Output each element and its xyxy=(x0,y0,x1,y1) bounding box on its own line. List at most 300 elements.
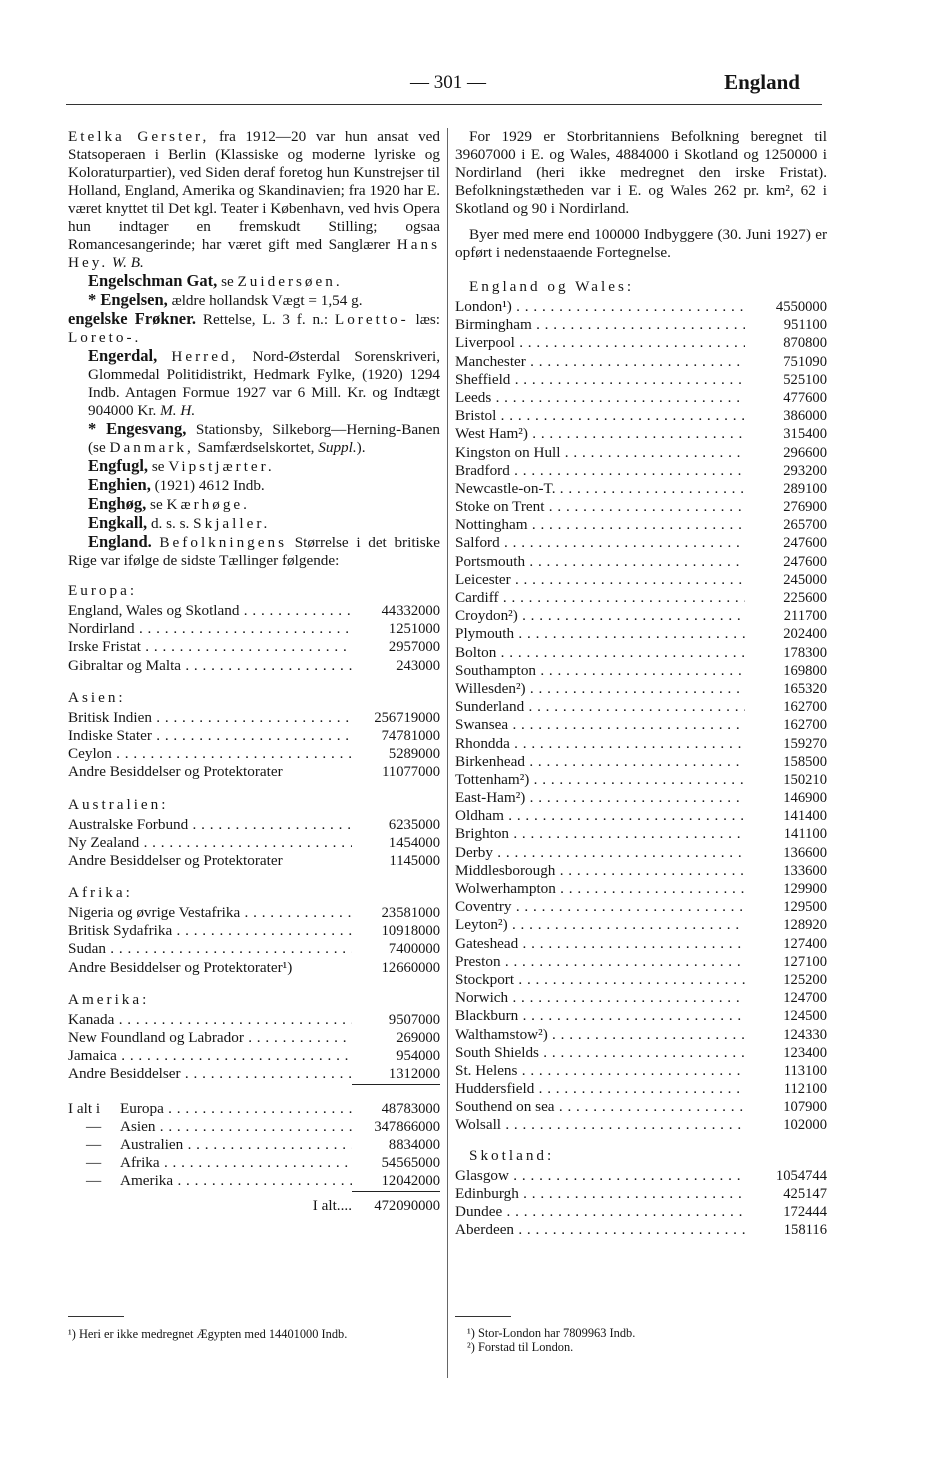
city-population: 525100 xyxy=(783,371,827,388)
entry-head: * Engelsen, xyxy=(88,290,168,309)
footnote-left: ¹) Heri er ikke medregnet Ægypten med 14401000 Indb. xyxy=(68,1327,348,1341)
entry-signature: M. H. xyxy=(160,402,196,419)
grand-total-value: 472090000 xyxy=(374,1197,440,1214)
table-row xyxy=(68,1029,440,1047)
city-population: 162700 xyxy=(783,699,827,716)
entry-text: læs: xyxy=(415,311,441,328)
city-name: Swansea . . . xyxy=(455,716,745,734)
summary-label: Afrika xyxy=(120,1154,160,1172)
city-name: Leyton²) . . . xyxy=(455,916,745,934)
city-name: Stoke on Trent . . . xyxy=(455,498,745,516)
gerster-paragraph xyxy=(68,128,440,272)
city-row xyxy=(455,1007,827,1025)
table-row xyxy=(68,852,440,870)
city-name: Sunderland . . . xyxy=(455,698,745,716)
table-row xyxy=(68,940,440,958)
table-row xyxy=(68,763,440,781)
entry-head: engelske Frøkner. xyxy=(68,309,197,328)
city-name: South Shields . . . xyxy=(455,1044,745,1062)
row-value: 1454000 xyxy=(388,834,440,851)
city-population: 127400 xyxy=(783,935,827,952)
city-population: 128920 xyxy=(783,917,827,934)
city-population: 165320 xyxy=(783,680,827,697)
city-name: Gateshead . . . xyxy=(455,935,745,953)
city-name: Liverpool . . . xyxy=(455,334,745,352)
city-name: Huddersfield . . . xyxy=(455,1080,745,1098)
city-name: Plymouth . . . xyxy=(455,625,745,643)
summary-prefix: I alt i xyxy=(68,1099,101,1117)
city-population: 425147 xyxy=(783,1185,827,1202)
table-row xyxy=(68,727,440,745)
running-head: England xyxy=(724,70,800,94)
gerster-name: Etelka Gerster, xyxy=(68,128,210,145)
table-row xyxy=(68,922,440,940)
city-population: 124700 xyxy=(783,990,827,1007)
row-label: Irske Fristat . . . xyxy=(68,638,352,656)
city-row xyxy=(455,1221,827,1239)
city-name: Walthamstow²) . . . xyxy=(455,1026,745,1044)
section-title-asien: Asien: xyxy=(68,688,126,706)
city-row xyxy=(455,516,827,534)
city-row xyxy=(455,789,827,807)
city-row xyxy=(455,334,827,352)
summary-value: 12042000 xyxy=(352,1172,440,1191)
city-row xyxy=(455,1062,827,1080)
summary-value: 8834000 xyxy=(388,1136,440,1153)
entry-text: se xyxy=(150,496,163,513)
row-label: Andre Besiddelser og Protektorater xyxy=(68,851,283,869)
intro-paragraph-1: For 1929 er Storbritanniens Befolkning beregnet til 39607000 i E. og Wales, 4884000 i Skotland og 1250000 i Nordirland (heri ikke medregnet den irske Fristat). Befolkningstætheden var i E. og Wales 262 pr. km², 62 i Skotland og 90 i Nordirland. xyxy=(455,128,827,217)
section-title-england-wales: England og Wales: xyxy=(469,278,635,295)
city-population: 112100 xyxy=(783,1081,827,1098)
city-row xyxy=(455,644,827,662)
row-label: Australske Forbund . . . xyxy=(68,816,352,834)
row-value: 1145000 xyxy=(389,852,440,869)
entry-ref: Vipstjærter. xyxy=(168,458,275,475)
city-population: 169800 xyxy=(783,662,827,679)
entry-head: England. xyxy=(88,532,152,551)
entry-engfugl xyxy=(68,457,440,476)
england-city-list xyxy=(455,298,827,1135)
summary-label: Europa xyxy=(120,1099,164,1117)
row-value: 74781000 xyxy=(381,727,440,744)
city-population: 289100 xyxy=(783,480,827,497)
footnote-rule-left xyxy=(68,1316,124,1317)
city-population: 172444 xyxy=(783,1204,827,1220)
city-row xyxy=(455,534,827,552)
city-row xyxy=(455,462,827,480)
city-row xyxy=(455,916,827,934)
city-row xyxy=(455,353,827,371)
header-rule xyxy=(66,104,822,105)
city-population: 150210 xyxy=(783,771,827,788)
entry-enghog xyxy=(68,495,440,514)
city-name: Brighton . . . xyxy=(455,825,745,843)
city-population: 751090 xyxy=(783,353,827,370)
gerster-name2: Hans Hey. xyxy=(68,236,440,271)
row-label: Sudan . . . xyxy=(68,940,352,958)
city-row xyxy=(455,571,827,589)
city-name: Middlesborough . . . xyxy=(455,862,745,880)
city-row xyxy=(455,625,827,643)
city-row xyxy=(455,935,827,953)
city-row xyxy=(455,298,827,316)
entry-engelsen xyxy=(68,291,440,310)
city-population: 225600 xyxy=(783,590,827,606)
entry-engerdal xyxy=(68,347,440,420)
table-row xyxy=(68,1047,440,1065)
entry-text: ældre hollandsk Vægt = 1,54 g. xyxy=(171,292,363,309)
city-name: Cardiff . . . xyxy=(455,589,745,607)
city-row xyxy=(455,844,827,862)
entry-ref: Danmark, xyxy=(109,439,194,456)
city-row xyxy=(455,716,827,734)
row-label: Kanada . . . xyxy=(68,1011,352,1029)
city-row xyxy=(455,698,827,716)
grand-total-row xyxy=(68,1197,440,1215)
city-name: Willesden²) . . . xyxy=(455,680,745,698)
city-name: West Ham²) . . . xyxy=(455,425,745,443)
city-name: Edinburgh . . . xyxy=(455,1185,745,1203)
row-value: 12660000 xyxy=(381,959,440,976)
section-title-skotland: Skotland: xyxy=(469,1146,555,1164)
city-name: Tottenham²) . . . xyxy=(455,771,745,789)
row-label: Britisk Indien . . . xyxy=(68,709,352,727)
row-label: New Foundland og Labrador . . . xyxy=(68,1029,352,1047)
city-population: 202400 xyxy=(783,626,827,643)
entry-text: Samfærdselskortet, xyxy=(197,439,315,456)
city-population: 146900 xyxy=(783,790,827,807)
city-population: 870800 xyxy=(783,335,827,352)
city-row xyxy=(455,1185,827,1203)
city-name: Derby . . . xyxy=(455,844,745,862)
city-row xyxy=(455,1026,827,1044)
entry-text: se xyxy=(151,458,165,475)
section-title-australien: Australien: xyxy=(68,795,169,813)
city-population: 1054744 xyxy=(775,1167,827,1184)
row-label: Ceylon . . . xyxy=(68,745,352,763)
row-label: Indiske Stater . . . xyxy=(68,727,352,745)
entry-ref: Loreto-. xyxy=(68,329,142,346)
summary-value: 54565000 xyxy=(381,1155,440,1172)
summary-label: Asien xyxy=(120,1117,156,1135)
city-row xyxy=(455,1203,827,1221)
summary-row xyxy=(68,1136,440,1154)
row-value: 2957000 xyxy=(388,639,440,656)
city-name: Portsmouth . . . xyxy=(455,553,745,571)
table-row xyxy=(68,657,440,675)
row-value: 1312000 xyxy=(352,1065,440,1084)
city-name: Wolsall . . . xyxy=(455,1116,745,1134)
city-name: East-Ham²) . . . xyxy=(455,789,745,807)
summary-value: 347866000 xyxy=(374,1118,440,1135)
city-row xyxy=(455,880,827,898)
city-name: Glasgow . . . xyxy=(455,1167,745,1185)
city-population: 125200 xyxy=(783,971,827,988)
city-row xyxy=(455,589,827,607)
entry-head: Engfugl, xyxy=(88,456,149,475)
entry-ref: Loretto- xyxy=(334,311,409,328)
row-label: Andre Besiddelser og Protektorater xyxy=(68,763,283,781)
footnotes-right xyxy=(467,1327,827,1354)
summary-row xyxy=(68,1100,440,1118)
city-population: 247600 xyxy=(783,535,827,552)
entry-england xyxy=(68,533,440,570)
city-name: Wolwerhampton . . . xyxy=(455,880,745,898)
city-name: Dundee . . . xyxy=(455,1203,745,1221)
entry-text: Rettelse, L. 3 f. n.: xyxy=(202,311,329,328)
city-row xyxy=(455,1116,827,1134)
entry-text: se xyxy=(221,273,234,290)
row-value: 1251000 xyxy=(388,621,440,638)
city-population: 129500 xyxy=(783,899,827,916)
entry-ref: Skjaller. xyxy=(193,515,271,532)
city-population: 247600 xyxy=(783,553,827,570)
entry-head: Engerdal, xyxy=(88,346,158,365)
table-row xyxy=(68,745,440,763)
city-population: 159270 xyxy=(783,735,827,752)
summary-row xyxy=(68,1118,440,1136)
city-population: 113100 xyxy=(783,1062,827,1079)
city-name: St. Helens . . . xyxy=(455,1062,745,1080)
city-name: Birkenhead . . . xyxy=(455,753,745,771)
city-population: 141100 xyxy=(783,826,827,843)
city-population: 124330 xyxy=(783,1026,827,1043)
city-name: Southend on sea . . . xyxy=(455,1098,745,1116)
entry-engkall xyxy=(68,514,440,533)
city-population: 178300 xyxy=(783,644,827,661)
right-column xyxy=(455,128,827,1239)
summary-row xyxy=(68,1154,440,1172)
gerster-text: fra 1912—20 var hun ansat ved Statsoperaen i Berlin (Klassiske og moderne lyriske og Koloraturpartier), ved Siden deraf foretog hun Kunstrejser til Holland, England, Amerika og Skandinavien; fra 1920 har E. været knyttet til Det kgl. Teater i København, ved hvis Opera hun indtager en fremskudt Stilling; ogsaa Romancesangerinde; har været gift med Sanglærer xyxy=(68,128,441,253)
entry-italic: Suppl. xyxy=(318,439,357,456)
gerster-signature: W. B. xyxy=(111,254,144,271)
section-title-europa: Europa: xyxy=(68,582,138,599)
entry-head: Enghøg, xyxy=(88,494,147,513)
row-value: 10918000 xyxy=(381,923,440,940)
section-title-afrika: Afrika: xyxy=(68,884,133,902)
summary-row xyxy=(68,1172,440,1190)
city-population: 162700 xyxy=(783,717,827,734)
table-row xyxy=(68,1011,440,1029)
city-row xyxy=(455,898,827,916)
row-label: Gibraltar og Malta . . . xyxy=(68,657,352,675)
table-row xyxy=(68,959,440,977)
row-label: Andre Besiddelser . . . xyxy=(68,1065,352,1083)
city-population: 141400 xyxy=(783,808,827,825)
entry-text: ). xyxy=(356,439,366,456)
city-row xyxy=(455,1044,827,1062)
city-name: Croydon²) . . . xyxy=(455,607,745,625)
row-value: 256719000 xyxy=(374,709,440,726)
city-population: 386000 xyxy=(783,408,827,425)
page-number: — 301 — xyxy=(410,72,486,93)
city-population: 293200 xyxy=(783,462,827,479)
row-value: 7400000 xyxy=(388,941,440,958)
city-name: Coventry . . . xyxy=(455,898,745,916)
city-population: 123400 xyxy=(783,1044,827,1061)
table-row xyxy=(68,834,440,852)
city-row xyxy=(455,1167,827,1185)
city-population: 296600 xyxy=(783,444,827,461)
city-name: Manchester . . . xyxy=(455,353,745,371)
table-row xyxy=(68,602,440,620)
entry-engelske-frokner xyxy=(68,310,440,347)
city-name: Bolton . . . xyxy=(455,644,745,662)
city-population: 107900 xyxy=(783,1099,827,1116)
row-label: Andre Besiddelser og Protektorater¹) xyxy=(68,958,293,976)
grand-total-label: I alt.... xyxy=(312,1196,352,1214)
city-row xyxy=(455,389,827,407)
city-row xyxy=(455,771,827,789)
entry-text: Nord-Østerdal Sorenskriveri, Glommedal Politidistrikt, Hedmark Fylke, (1920) 1294 Indb. Antagen Formue 1927 var 6 Mill. Kr. og Indtægt 904000 Kr. xyxy=(88,348,440,419)
row-value: 243000 xyxy=(396,657,440,674)
footnote-rule-right xyxy=(455,1316,511,1317)
table-row xyxy=(68,709,440,727)
left-column xyxy=(68,128,440,1215)
city-population: 315400 xyxy=(783,426,827,443)
city-row xyxy=(455,825,827,843)
table-row xyxy=(68,816,440,834)
city-row xyxy=(455,498,827,516)
city-row xyxy=(455,1098,827,1116)
city-name: Aberdeen . . . xyxy=(455,1221,745,1239)
city-row xyxy=(455,971,827,989)
table-row xyxy=(68,1065,440,1083)
city-population: 4550000 xyxy=(775,299,827,315)
footnote-1: ¹) Stor-London har 7809963 Indb. xyxy=(467,1326,636,1340)
city-row xyxy=(455,444,827,462)
city-row xyxy=(455,1080,827,1098)
row-label: Britisk Sydafrika . . . xyxy=(68,922,352,940)
city-name: Oldham . . . xyxy=(455,807,745,825)
city-population: 133600 xyxy=(783,862,827,879)
city-name: Stockport . . . xyxy=(455,971,745,989)
column-divider xyxy=(447,128,448,1378)
footnote-2: ²) Forstad til London. xyxy=(467,1339,574,1354)
entry-text: d. s. s. xyxy=(150,515,190,532)
entry-head: Enghien, xyxy=(88,475,151,494)
city-row xyxy=(455,407,827,425)
summary-prefix: — xyxy=(86,1117,102,1135)
city-population: 124500 xyxy=(783,1008,827,1025)
entry-engesvang xyxy=(68,420,440,457)
city-population: 129900 xyxy=(783,881,827,897)
row-label: Jamaica . . . xyxy=(68,1047,352,1065)
row-value: 23581000 xyxy=(381,905,440,922)
city-row xyxy=(455,753,827,771)
city-row xyxy=(455,607,827,625)
summary-prefix: — xyxy=(86,1154,102,1172)
row-value: 6235000 xyxy=(388,816,440,833)
entry-ref: Herred, xyxy=(171,348,239,365)
table-row xyxy=(68,904,440,922)
city-population: 102000 xyxy=(783,1117,827,1134)
city-name: Norwich . . . xyxy=(455,989,745,1007)
row-label: England, Wales og Skotland . . . xyxy=(68,602,352,620)
summary-prefix: — xyxy=(86,1172,102,1190)
city-population: 158500 xyxy=(783,753,827,770)
city-name: London¹) . . . xyxy=(455,298,745,316)
city-name: Newcastle-on-T. . . . xyxy=(455,480,745,498)
row-value: 5289000 xyxy=(388,746,440,763)
city-row xyxy=(455,862,827,880)
row-value: 954000 xyxy=(396,1048,440,1065)
city-row xyxy=(455,680,827,698)
city-name: Bradford . . . xyxy=(455,462,745,480)
city-row xyxy=(455,480,827,498)
city-name: Birmingham . . . xyxy=(455,316,745,334)
entry-text: Stationsby, Silkeborg—Herning-Banen (se xyxy=(88,421,440,456)
city-population: 158116 xyxy=(783,1222,827,1239)
intro-paragraph-2: Byer med mere end 100000 Indbyggere (30. Juni 1927) er opført i nedenstaaende Fortegnelse. xyxy=(455,226,827,261)
summary-label: Australien xyxy=(120,1135,184,1153)
entry-head: * Engesvang, xyxy=(88,419,187,438)
city-row xyxy=(455,989,827,1007)
city-name: Preston . . . xyxy=(455,953,745,971)
city-population: 127100 xyxy=(783,953,827,970)
city-row xyxy=(455,371,827,389)
summary-value: 48783000 xyxy=(381,1100,440,1117)
city-row xyxy=(455,316,827,334)
city-population: 245000 xyxy=(783,571,827,588)
city-population: 136600 xyxy=(783,844,827,861)
summary-prefix: — xyxy=(86,1135,102,1153)
scotland-city-list xyxy=(455,1167,827,1240)
city-name: Salford . . . xyxy=(455,534,745,552)
entry-ref: Befolkningens xyxy=(159,534,288,551)
city-row xyxy=(455,425,827,443)
entry-text: Størrelse i det britiske Rige var ifølge de sidste Tællinger følgende: xyxy=(68,534,441,569)
table-row xyxy=(68,638,440,656)
city-name: Leicester . . . xyxy=(455,571,745,589)
section-title-amerika: Amerika: xyxy=(68,990,150,1008)
city-population: 477600 xyxy=(783,389,827,406)
city-name: Leeds . . . xyxy=(455,389,745,407)
entry-text: (1921) 4612 Indb. xyxy=(154,477,265,494)
row-value: 9507000 xyxy=(388,1011,440,1028)
row-label: Nordirland . . . xyxy=(68,620,352,638)
city-population: 211700 xyxy=(783,608,827,625)
row-value: 269000 xyxy=(396,1030,440,1046)
city-row xyxy=(455,807,827,825)
city-row xyxy=(455,735,827,753)
entry-head: Engkall, xyxy=(88,513,148,532)
row-value: 44332000 xyxy=(381,603,440,619)
entry-ref: Zuidersøen. xyxy=(237,273,343,290)
summary-label: Amerika xyxy=(120,1172,174,1190)
entry-engelschman xyxy=(68,272,440,291)
city-name: Nottingham . . . xyxy=(455,516,745,534)
city-row xyxy=(455,662,827,680)
city-name: Bristol . . . xyxy=(455,407,745,425)
row-value: 11077000 xyxy=(382,764,440,781)
entry-enghien xyxy=(68,476,440,495)
city-name: Kingston on Hull . . . xyxy=(455,444,745,462)
city-row xyxy=(455,553,827,571)
city-population: 265700 xyxy=(783,517,827,534)
city-name: Blackburn . . . xyxy=(455,1007,745,1025)
city-name: Southampton . . . xyxy=(455,662,745,680)
row-label: Ny Zealand . . . xyxy=(68,834,352,852)
city-population: 276900 xyxy=(783,499,827,516)
entry-ref: Kærhøge. xyxy=(166,496,250,513)
city-population: 951100 xyxy=(783,317,827,334)
row-label: Nigeria og øvrige Vestafrika . . . xyxy=(68,904,352,922)
city-row xyxy=(455,953,827,971)
city-name: Rhondda . . . xyxy=(455,735,745,753)
entry-head: Engelschman Gat, xyxy=(88,271,218,290)
